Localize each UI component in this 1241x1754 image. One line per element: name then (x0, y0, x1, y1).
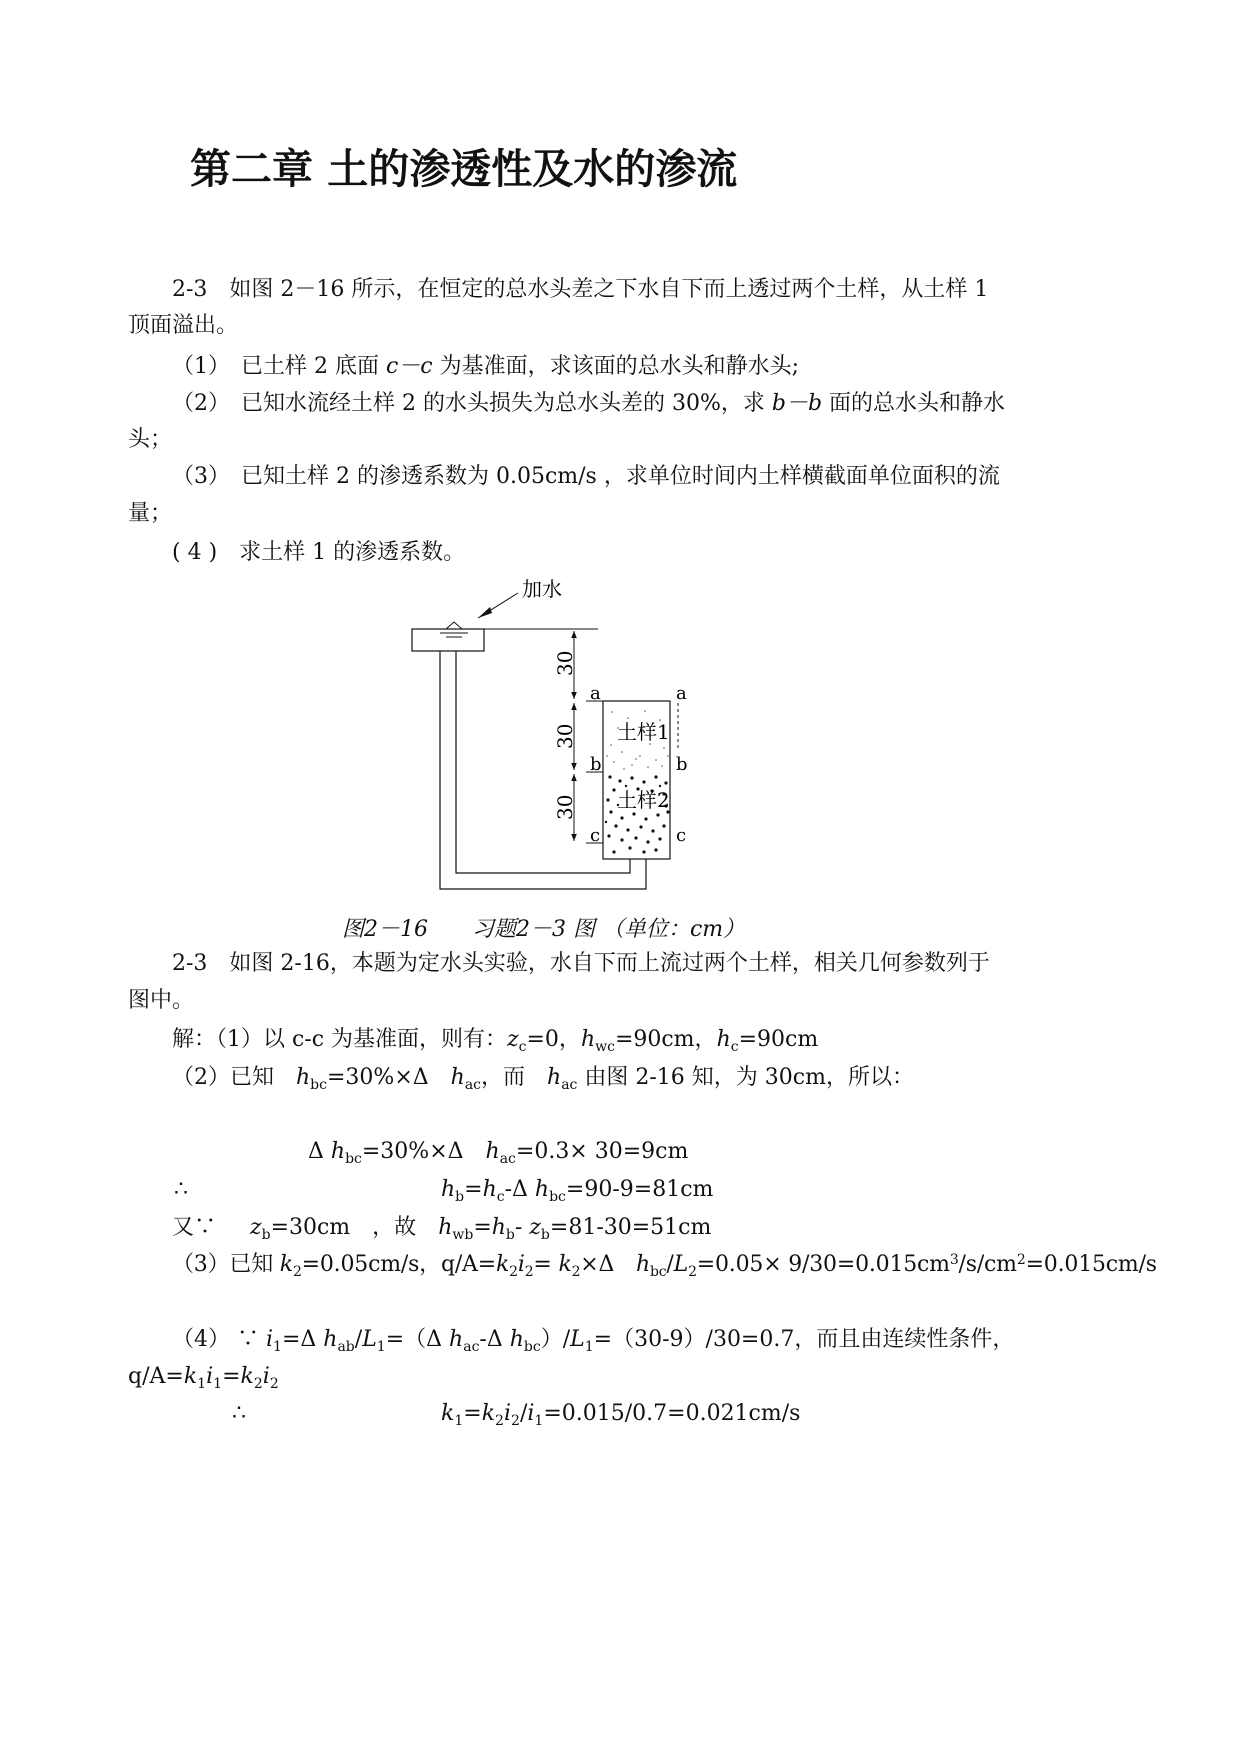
because-symbol: 又∵ (172, 1215, 217, 1240)
svg-text:a: a (676, 683, 687, 704)
solution-step-4: （4） ∵ $i_1=\Delta$ $h_{ab}/L_1=(\Delta$ $h_{ac}-\Delta$ $h_{bc})/L_1=(30-9)/30=0.7$，而且由连续性条件， (172, 1327, 1015, 1355)
solution-step-2: （2）已知 $h_{bc}=30\%\times\Delta$ $h_{ac}$，而 $h_{ac}$ 由图 2-16 知，为 30cm，所以： (172, 1065, 914, 1093)
section-b-right (676, 754, 688, 775)
question-2: （2） 已知水流经土样 2 的水头损失为总水头差的 30%，求 b－b 面的总水头和静水 (172, 391, 1006, 416)
add-water-label (522, 577, 562, 601)
svg-text:c: c (676, 825, 687, 846)
svg-text:加水: 加水 (522, 577, 562, 601)
equation-permeability-k1: $k_1=k_2i_2/i_1=0.015/0.7=0.021cm/s$ (441, 1401, 801, 1429)
page-title: 第二章 土的渗透性及水的渗流 (190, 145, 738, 193)
question-3: （3） 已知土样 2 的渗透系数为 0.05cm/s ，求单位时间内土样横截面单位面积的流 (172, 464, 1000, 489)
svg-text:a: a (590, 683, 601, 704)
svg-text:30: 30 (553, 723, 577, 749)
question-2-cont: 头； (128, 427, 173, 452)
section-c-left (590, 825, 600, 846)
question-3-cont: 量； (128, 501, 173, 526)
problem-para-1: 2-3 如图 2－16 所示，在恒定的总水头差之下水自下而上透过两个土样，从土样 1 (172, 277, 989, 302)
equation-total-head-b: $h_b=h_c-\Delta$ $h_{bc}=90-9=81cm$ (441, 1177, 714, 1205)
problem-para-1-cont: 顶面溢出。 (128, 313, 239, 338)
solution-step-1: 解：（1）以 c-c 为基准面，则有：$z_c=0$，$h_{wc}=90cm$，$h_c=90cm$ (172, 1027, 819, 1055)
solution-step-4-cont: $q/A=k_1i_1=k_2i_2$ (128, 1364, 279, 1392)
figure-caption: 图2－16 习题2－3 图 （单位：cm） (342, 917, 746, 942)
soil-sample-2-label (617, 788, 670, 812)
svg-text:30: 30 (553, 650, 577, 676)
answer-intro-cont: 图中。 (128, 988, 195, 1013)
solution-step-3: （3）已知 $k_2=0.05cm/s$，$q/A=k_2i_2= k_2\times\Delta$ $h_{bc}/L_2=0.05\times 9/30=0.015cm^3/s/cm^2=0.015cm/s$ (172, 1252, 1157, 1280)
question-4: ( 4 ) 求土样 1 的渗透系数。 (172, 540, 466, 565)
section-a-left (590, 683, 601, 704)
section-c-right (676, 825, 686, 846)
answer-intro: 2-3 如图 2-16，本题为定水头实验，水自下而上流过两个土样，相关几何参数列于 (172, 951, 990, 976)
soil-sample-1-label (617, 720, 670, 744)
svg-text:30: 30 (553, 794, 577, 820)
dimension-label-2 (553, 724, 577, 749)
therefore-symbol-2: ∴ (232, 1401, 246, 1426)
section-a-right (676, 683, 687, 704)
svg-text:土样2: 土样2 (617, 788, 670, 812)
equation-static-head-b: $z_b=30cm$ ，故 $h_{wb}=h_b-$ $z_b=81-30=51cm$ (250, 1215, 712, 1243)
svg-text:b: b (590, 754, 602, 775)
dimension-label-1 (553, 651, 577, 676)
svg-text:土样1: 土样1 (617, 720, 670, 744)
svg-text:c: c (590, 825, 601, 846)
therefore-symbol-1: ∴ (174, 1177, 188, 1202)
dimension-label-3 (553, 795, 577, 820)
equation-head-loss-bc: Δ $h_{bc}=30\%\times\Delta$ $h_{ac}=0.3\times 30=9cm$ (308, 1139, 689, 1167)
section-b-left (590, 754, 602, 775)
connecting-tube (440, 651, 646, 889)
question-1: （1） 已土样 2 底面 c－c 为基准面，求该面的总水头和静水头; (172, 354, 800, 379)
svg-text:b: b (676, 754, 688, 775)
permeameter-figure (400, 570, 720, 900)
water-reservoir (412, 622, 598, 651)
